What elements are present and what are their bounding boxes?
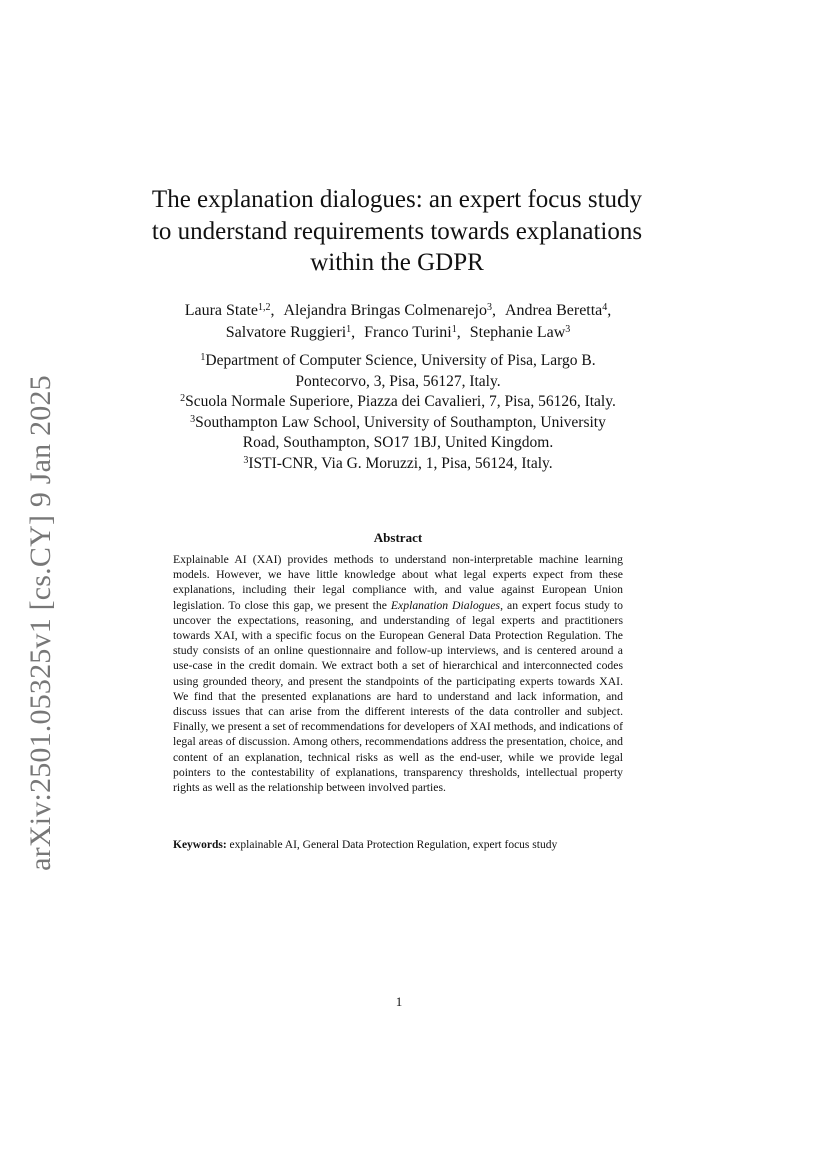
abstract-body — [173, 552, 623, 795]
affiliation-mark: 3 — [243, 454, 249, 466]
page-number: 1 — [395, 994, 403, 1009]
author-affiliation-mark: 1 — [346, 324, 352, 335]
abstract-heading: Abstract — [373, 530, 423, 545]
title-line: to understand requirements towards explanations — [151, 217, 643, 245]
affiliation-text: Department of Computer Science, University of Pisa, Largo B. — [205, 352, 596, 369]
title-line: within the GDPR — [310, 249, 484, 276]
affiliation-mark: 1 — [200, 352, 206, 363]
author-affiliation-mark: 1 — [451, 324, 457, 335]
title-line: The explanation dialogues: an expert focus study — [151, 186, 643, 213]
affiliation — [150, 454, 646, 475]
arxiv-identifier-text: arXiv:2501.05325v1 [cs.CY] 9 Jan 2025 — [24, 374, 57, 871]
author — [470, 324, 571, 341]
arxiv-identifier-stamp — [16, 375, 66, 870]
abstract-text: Explainable AI (XAI) provides methods to understand non-interpretable machine learning models. However, we have little knowledge about what legal experts expect from these explanations, including their legal compliance with, and value against European Union legislation. To close this gap, we present the — [173, 553, 623, 612]
author-name: Franco Turini — [364, 324, 452, 341]
keywords-line — [173, 838, 623, 853]
affiliation — [150, 392, 646, 413]
paper-title — [130, 184, 664, 279]
author-name: Alejandra Bringas Colmenarejo — [283, 302, 487, 319]
author-list — [120, 300, 676, 344]
author: Laura State$^{1,2}$, — [184, 302, 275, 319]
author-name: Laura State — [184, 302, 258, 319]
author: Andrea Beretta$^4$, — [505, 302, 612, 319]
author-name: Stephanie Law — [469, 324, 566, 341]
affiliation — [150, 413, 646, 434]
author-name: Salvatore Ruggieri — [225, 324, 347, 341]
author: Alejandra Bringas Colmenarejo$^3$, — [283, 302, 496, 319]
abstract-section — [173, 530, 623, 795]
author: Salvatore Ruggieri$^1$, — [225, 324, 356, 341]
author-affiliation-mark: 3 — [487, 302, 492, 313]
author-affiliation-mark: 4 — [602, 302, 608, 313]
abstract-text: , an expert focus study to uncover the expectations, reasoning, and understanding of legal experts and practitioners towards XAI, with a specific focus on the European General Data Protection Regulation. The study consists of an online questionnaire and follow-up interviews, and is centered around a use-case in the credit domain. We extract both a set of hierarchical and interconnected codes using grounded theory, and present the standpoints of the participating experts towards XAI. We find that the presented explanations are hard to understand and lack information, and discuss issues that can arise from the different interests of the data controller and subject. Finally, we present a set of recommendations for developers of XAI methods, and indications of legal areas of discussion. Among others, recommendations address the presentation, choice, and content of an explanation, technical risks as well as the end-user, while we provide legal pointers to the contestability of explanations, transparency thresholds, intellectual property rights as well as the relationship between involved parties. — [173, 598, 623, 795]
study-name-italic: Explanation Dialogues — [390, 598, 501, 612]
affiliation-continuation: Road, Southampton, SO17 1BJ, United Kingdom. — [242, 434, 554, 451]
author-name: Andrea Beretta — [505, 302, 603, 319]
author-affiliation-mark: 1,2 — [258, 302, 271, 313]
author-line — [120, 300, 676, 322]
affiliation-list — [150, 351, 646, 474]
affiliation-text: Southampton Law School, University of Southampton, University — [195, 413, 606, 431]
affiliation-text: Scuola Normale Superiore, Piazza dei Cavalieri, 7, Pisa, 56126, Italy. — [185, 393, 616, 410]
affiliation-continuation: Pontecorvo, 3, Pisa, 56127, Italy. — [295, 372, 501, 390]
keywords-label: Keywords: — [173, 839, 227, 851]
affiliation-text: ISTI-CNR, Via G. Moruzzi, 1, Pisa, 56124, Italy. — [248, 454, 553, 472]
keywords-value: explainable AI, General Data Protection Regulation, expert focus study — [226, 839, 558, 851]
author-line — [120, 322, 676, 344]
author: Franco Turini$^1$, — [364, 324, 461, 341]
author-affiliation-mark: 3 — [565, 324, 571, 335]
affiliation — [150, 351, 646, 372]
affiliation-mark: 2 — [180, 393, 186, 404]
affiliation-mark: 3 — [190, 413, 196, 425]
